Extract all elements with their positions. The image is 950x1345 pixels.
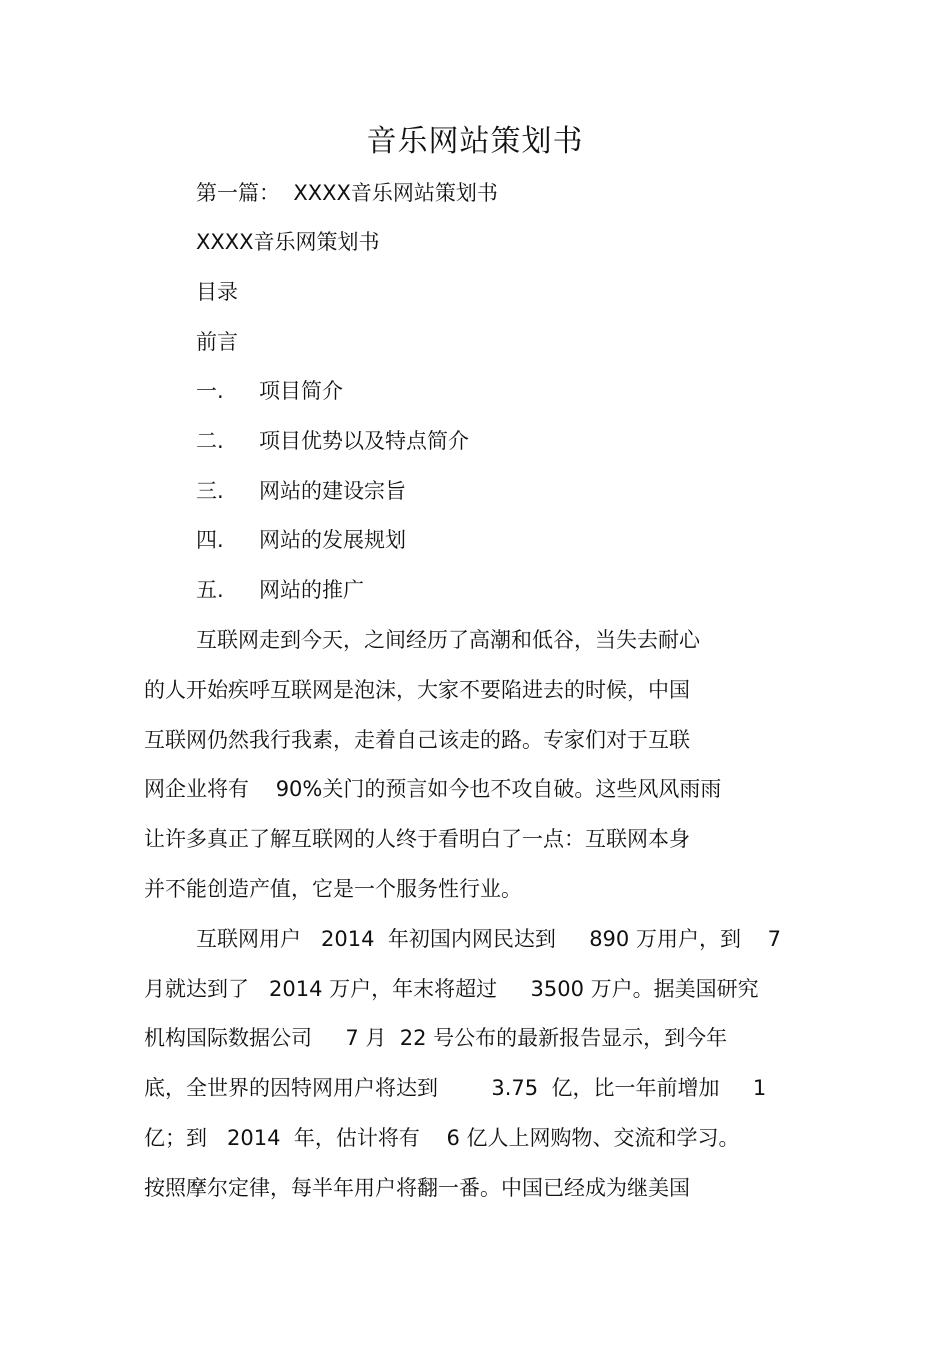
- subtitle-line: 第一篇： XXXX音乐网站策划书: [196, 181, 498, 205]
- paragraph-line: 并不能创造产值，它是一个服务性行业。: [144, 877, 522, 901]
- paragraph-line: 月就达到了 2014 万户，年末将超过 3500 万户。据美国研究: [144, 977, 759, 1001]
- toc-item-text: 网站的建设宗旨: [259, 479, 406, 503]
- contents-label: 目录: [196, 280, 238, 304]
- toc-item-number: 三.: [196, 479, 224, 503]
- paragraph-line: 互联网用户 2014 年初国内网民达到 890 万用户，到 7: [196, 927, 782, 951]
- paragraph-line: 网企业将有 90%关门的预言如今也不攻自破。这些风风雨雨: [144, 777, 722, 801]
- paragraph-line: 机构国际数据公司 7 月 22 号公布的最新报告显示，到今年: [144, 1026, 728, 1050]
- paragraph-line: 的人开始疾呼互联网是泡沫，大家不要陷进去的时候，中国: [144, 678, 690, 702]
- paragraph-line: 底，全世界的因特网用户将达到 3.75 亿，比一年前增加 1: [144, 1076, 767, 1100]
- plan-title: XXXX音乐网策划书: [196, 230, 380, 254]
- toc-item-number: 五.: [196, 578, 224, 602]
- toc-item-number: 四.: [196, 528, 224, 552]
- toc-item-text: 项目优势以及特点简介: [259, 429, 469, 453]
- paragraph-line: 互联网走到今天，之间经历了高潮和低谷，当失去耐心: [196, 628, 700, 652]
- toc-item-text: 网站的推广: [259, 578, 364, 602]
- toc-item-number: 一.: [196, 379, 224, 403]
- document-title: 音乐网站策划书: [366, 124, 584, 159]
- toc-item-text: 网站的发展规划: [259, 528, 406, 552]
- paragraph-line: 亿；到 2014 年，估计将有 6 亿人上网购物、交流和学习。: [144, 1126, 740, 1150]
- toc-item-number: 二.: [196, 429, 224, 453]
- paragraph-line: 让许多真正了解互联网的人终于看明白了一点：互联网本身: [144, 827, 690, 851]
- paragraph-line: 互联网仍然我行我素，走着自己该走的路。专家们对于互联: [144, 728, 690, 752]
- paragraph-line: 按照摩尔定律，每半年用户将翻一番。中国已经成为继美国: [144, 1176, 690, 1200]
- preface-label: 前言: [196, 330, 238, 354]
- toc-item-text: 项目简介: [259, 379, 343, 403]
